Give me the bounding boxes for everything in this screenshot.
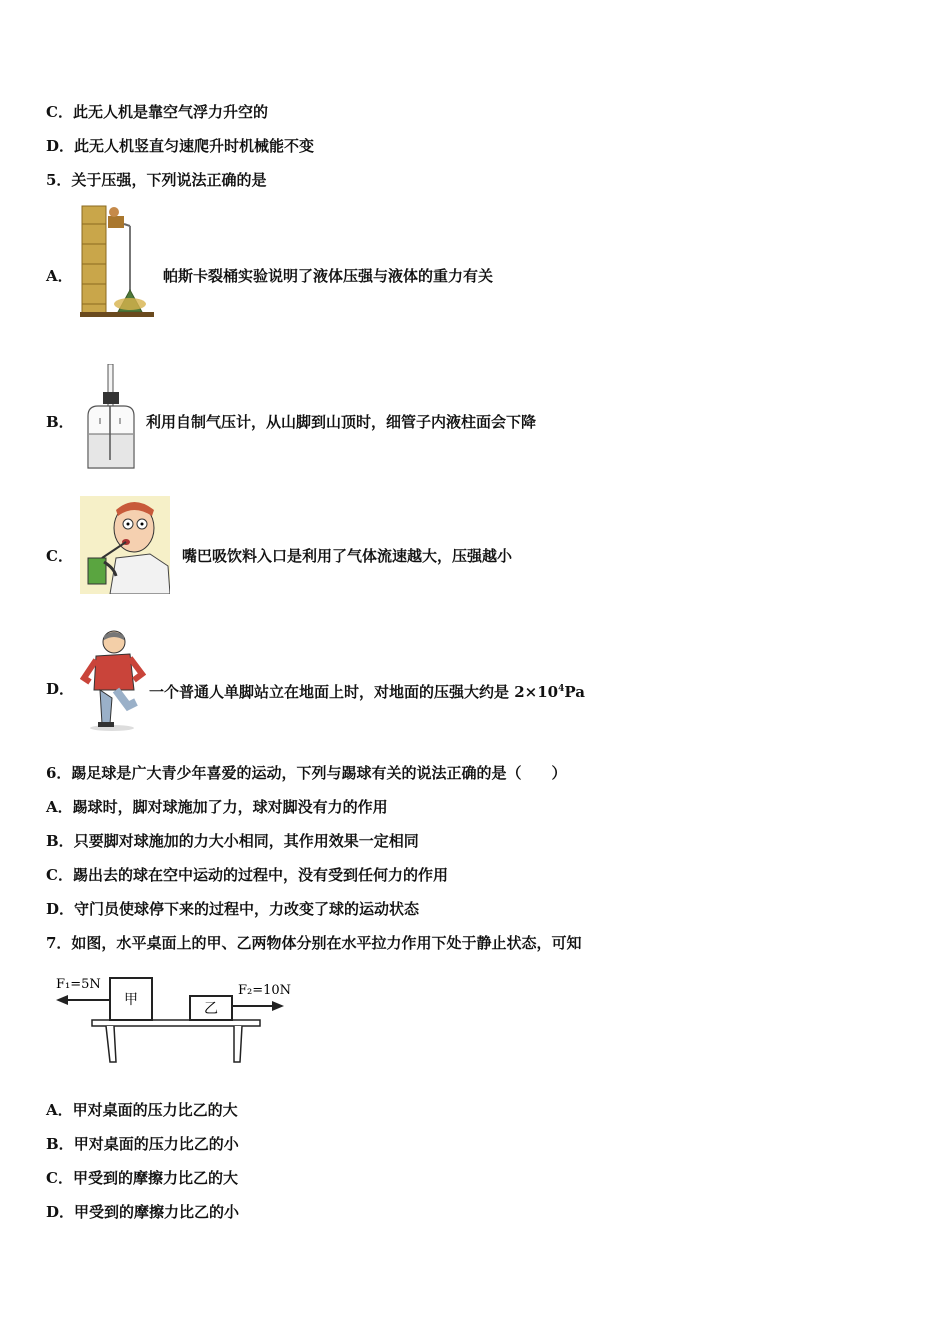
option-text: 守门员使球停下来的过程中，力改变了球的运动状态 (74, 900, 420, 918)
option-label: B． (46, 832, 74, 850)
q7-option-a (46, 1100, 238, 1120)
q4-option-d (46, 136, 314, 156)
pressure-unit: Pa (564, 683, 585, 701)
f1-label: F₁=5N (56, 977, 101, 992)
option-text: 只要脚对球施加的力大小相同，其作用效果一定相同 (73, 832, 419, 850)
option-text: 甲受到的摩擦力比乙的小 (74, 1203, 240, 1221)
q6-option-a (46, 797, 388, 817)
block2-label: 乙 (204, 1001, 218, 1017)
q5-option-b-text: 利用自制气压计，从山脚到山顶时，细管子内液柱面会下降 (146, 413, 537, 431)
q5-option-a-text: 帕斯卡裂桶实验说明了液体压强与液体的重力有关 (163, 267, 494, 285)
man-standing-one-foot-illustration (80, 628, 146, 732)
block1-label: 甲 (124, 992, 138, 1008)
q7-option-d (46, 1202, 239, 1222)
q6-option-d (46, 899, 419, 919)
option-text: 此无人机是靠空气浮力升空的 (72, 103, 268, 121)
option-label: B． (46, 1135, 74, 1153)
option-text: 甲受到的摩擦力比乙的大 (72, 1169, 238, 1187)
q4-option-c (46, 102, 268, 122)
option-label: A． (46, 1101, 73, 1119)
option-text: 甲对桌面的压力比乙的小 (73, 1135, 239, 1153)
option-text: 踢球时，脚对球施加了力，球对脚没有力的作用 (72, 798, 388, 816)
pressure-exponent: 4 (558, 684, 565, 694)
q6-option-c (46, 865, 448, 885)
q5-option-a-label: A． (46, 267, 73, 285)
option-text: 甲对桌面的压力比乙的大 (72, 1101, 238, 1119)
option-label: D． (46, 137, 75, 155)
q5-option-d-text (149, 679, 585, 702)
option-label: A． (46, 798, 73, 816)
q5-option-d-label: D． (46, 680, 75, 698)
option-label: C． (46, 866, 73, 884)
pressure-text: 一个普通人单脚站立在地面上时，对地面的压强大约是 2×10 (149, 683, 559, 701)
f2-label: F₂=10N (238, 983, 292, 998)
option-text: 此无人机竖直匀速爬升时机械能不变 (74, 137, 315, 155)
boy-drinking-straw-illustration (80, 496, 170, 594)
option-label: D． (46, 900, 75, 918)
q5-stem: 5．关于压强，下列说法正确的是 (46, 171, 267, 189)
option-label: D． (46, 1203, 75, 1221)
q5-option-c-label: C． (46, 547, 73, 565)
q5-option-b-label: B． (46, 413, 74, 431)
table-forces-diagram (52, 970, 302, 1070)
q6-stem: 6．踢足球是广大青少年喜爱的运动，下列与踢球有关的说法正确的是（ ） (46, 764, 567, 782)
q7-option-c (46, 1168, 238, 1188)
q7-option-b (46, 1134, 239, 1154)
option-label: C． (46, 1169, 73, 1187)
option-label: C． (46, 103, 73, 121)
option-text: 踢出去的球在空中运动的过程中，没有受到任何力的作用 (72, 866, 448, 884)
homemade-barometer-illustration (84, 364, 138, 472)
q7-stem: 7．如图，水平桌面上的甲、乙两物体分别在水平拉力作用下处于静止状态，可知 (46, 934, 582, 952)
q5-option-c-text: 嘴巴吸饮料入口是利用了气体流速越大，压强越小 (182, 547, 513, 565)
q6-option-b (46, 831, 419, 851)
pascal-barrel-illustration (78, 204, 156, 318)
